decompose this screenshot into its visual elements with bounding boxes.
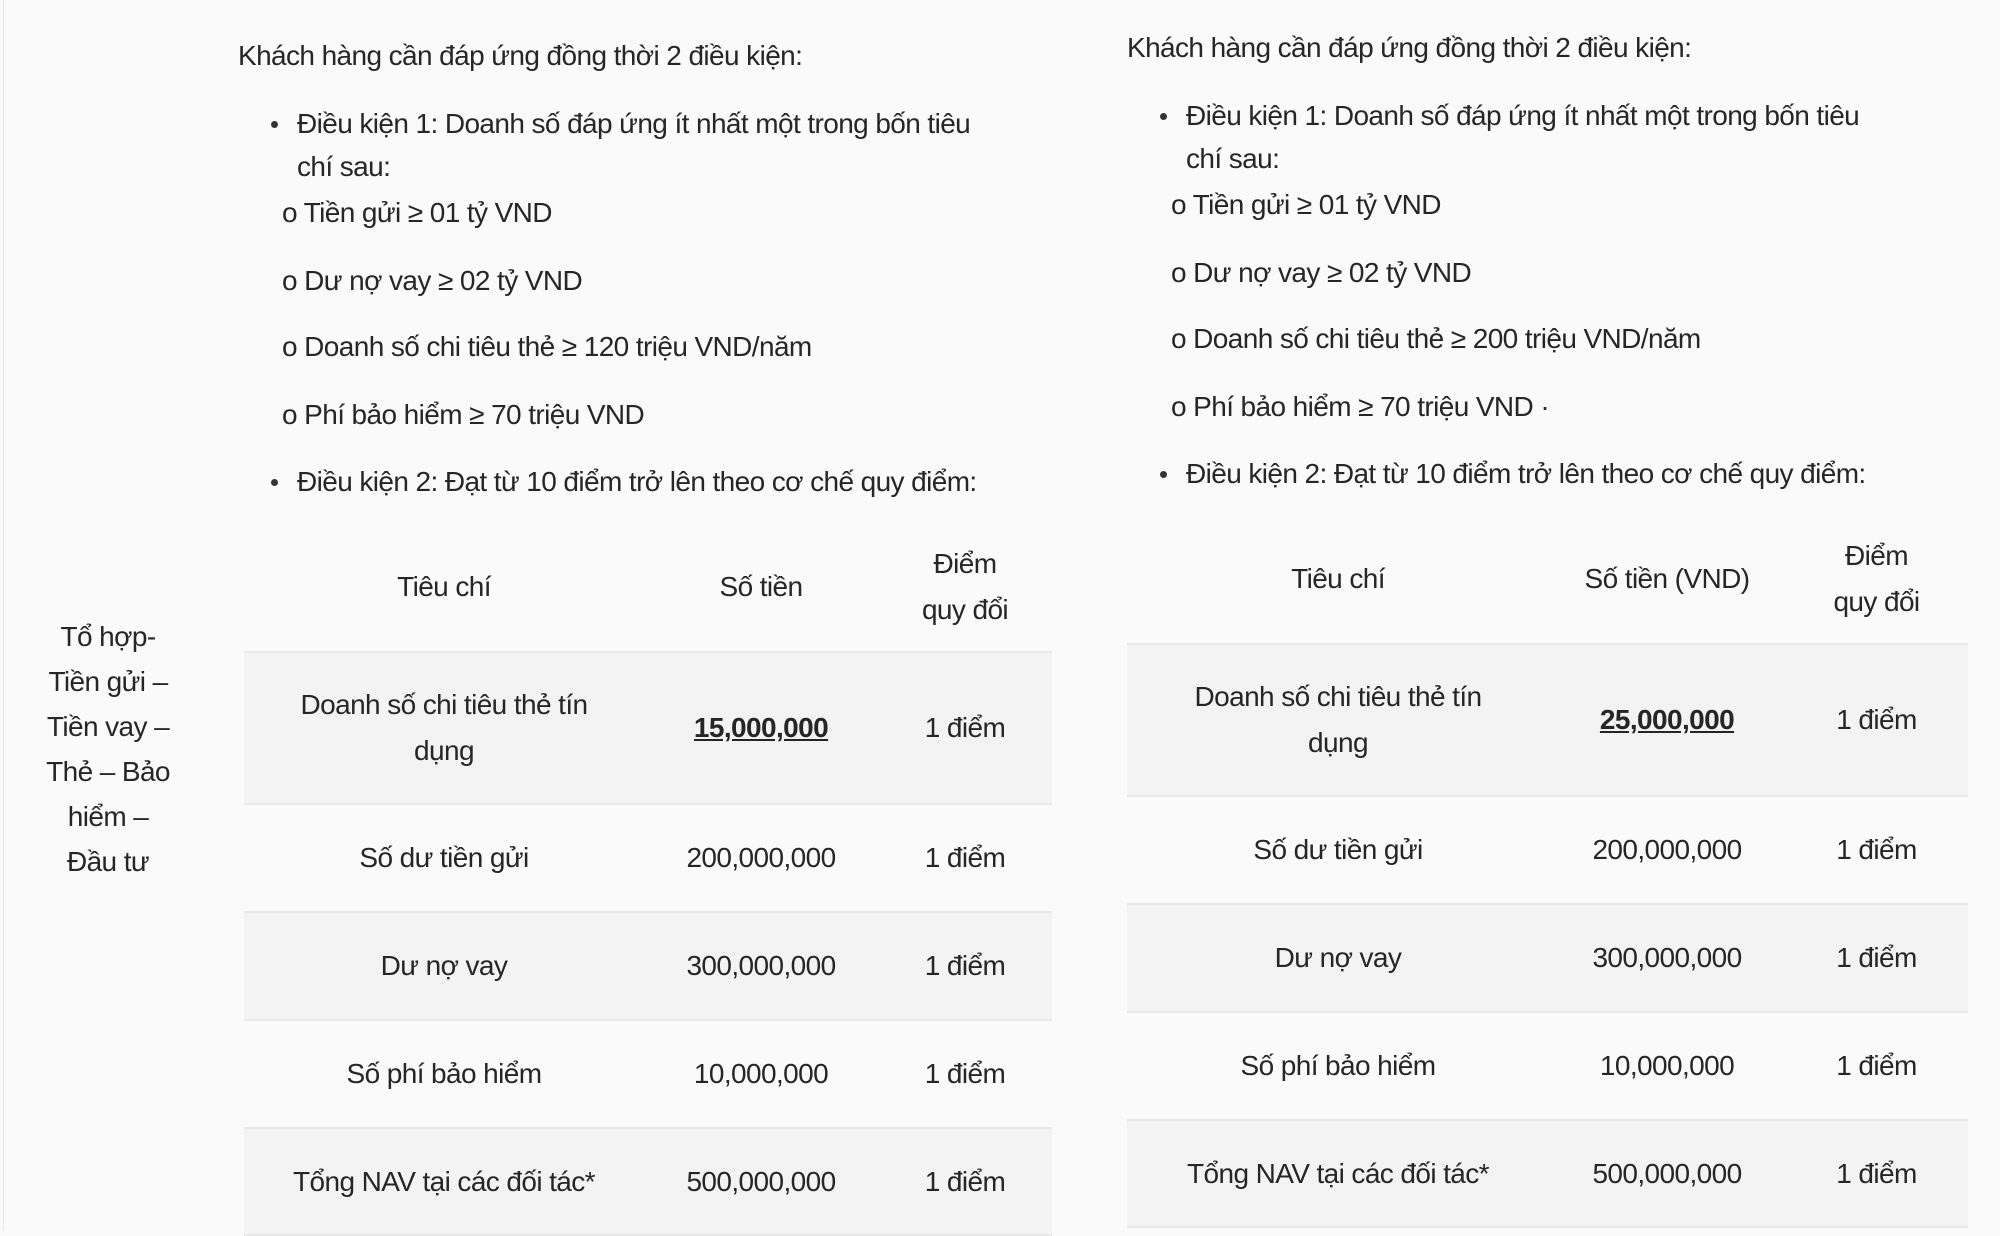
bullet-icon: [271, 121, 278, 128]
points-text: 1 điểm: [1836, 942, 1917, 973]
sub-criterion: o Tiền gửi ≥ 01 tỷ VND: [1171, 189, 1441, 220]
criterion-text: Tổng NAV tại các đối tác*: [293, 1165, 595, 1197]
amount-cell: [644, 653, 878, 803]
criterion-text: Số phí bảo hiểm: [346, 1058, 542, 1089]
condition-1-text-cont: chí sau:: [297, 151, 391, 182]
amount-cell: [644, 1129, 878, 1234]
points-cell: [1785, 1121, 1968, 1226]
points-cell: [1785, 905, 1968, 1011]
points-text: 1 điểm: [1836, 834, 1917, 865]
sub-criterion: o Phí bảo hiểm ≥ 70 triệu VND: [282, 399, 645, 430]
table-header: [1127, 515, 1968, 645]
criterion-cell: [244, 1021, 644, 1127]
criterion-cell: [244, 653, 644, 803]
table-header: [244, 523, 1052, 653]
sub-criterion: o Tiền gửi ≥ 01 tỷ VND: [282, 197, 552, 228]
condition-1-text-cont: chí sau:: [1186, 143, 1280, 174]
points-cell: [878, 653, 1052, 803]
combo-label-line: Tiền gửi –: [48, 666, 168, 697]
header-points: [878, 523, 1052, 651]
left-border: [3, 0, 4, 1231]
panel-title: Khách hàng cần đáp ứng đồng thời 2 điều kiện:: [238, 40, 803, 71]
points-text: 1 điểm: [924, 1165, 1006, 1197]
header-amount: [1549, 515, 1785, 643]
combo-label-line: Đầu tư: [66, 846, 150, 877]
header-label: Điểm quy đổi: [921, 548, 1009, 625]
sub-criterion: o Dư nợ vay ≥ 02 tỷ VND: [1171, 257, 1472, 288]
criterion-cell: [1127, 1013, 1549, 1119]
header-criterion: [244, 523, 644, 651]
combo-label-line: Tổ hợp-: [60, 621, 156, 652]
points-cell: [1785, 1013, 1968, 1119]
criterion-text: Số phí bảo hiểm: [1240, 1050, 1436, 1081]
header-amount: [644, 523, 878, 651]
table-row: [244, 805, 1052, 913]
points-cell: [878, 1021, 1052, 1127]
header-label: Tiêu chí: [1291, 563, 1385, 594]
amount-text: 200,000,000: [686, 842, 836, 873]
criterion-cell: [244, 913, 644, 1019]
condition-1-text: Điều kiện 1: Doanh số đáp ứng ít nhất một trong bốn tiêu: [1186, 100, 1860, 131]
header-label: Số tiền (VND): [1584, 563, 1750, 594]
table-row: [1127, 1013, 1968, 1121]
criterion-cell: [1127, 645, 1549, 795]
points-text: 1 điểm: [924, 712, 1006, 743]
combo-label: [20, 614, 196, 884]
amount-link[interactable]: 25,000,000: [1599, 704, 1735, 735]
table-row: [244, 1129, 1052, 1236]
points-cell: [878, 1129, 1052, 1234]
header-label: Điểm quy đổi: [1833, 540, 1920, 617]
criterion-text: Số dư tiền gửi: [359, 842, 529, 873]
amount-text: 200,000,000: [1592, 834, 1742, 865]
points-text: 1 điểm: [1836, 1157, 1917, 1189]
amount-text: 300,000,000: [686, 950, 836, 981]
amount-cell: [644, 1021, 878, 1127]
amount-link[interactable]: 15,000,000: [693, 712, 829, 743]
sub-criterion: o Dư nợ vay ≥ 02 tỷ VND: [282, 265, 583, 296]
criterion-cell: [244, 1129, 644, 1234]
amount-cell: [1549, 1013, 1785, 1119]
condition-2-text: Điều kiện 2: Đạt từ 10 điểm trở lên theo cơ chế quy điểm:: [297, 466, 977, 497]
table-row: [244, 653, 1052, 805]
points-text: 1 điểm: [1836, 704, 1917, 735]
bullet-icon: [1160, 471, 1167, 478]
header-points: [1785, 515, 1968, 643]
points-text: 1 điểm: [924, 1058, 1006, 1089]
bullet-icon: [271, 479, 278, 486]
criterion-text: Dư nợ vay: [380, 950, 508, 981]
amount-text: 300,000,000: [1592, 942, 1742, 973]
table-row: [1127, 905, 1968, 1013]
table-row: [1127, 797, 1968, 905]
amount-cell: [1549, 1121, 1785, 1226]
amount-cell: [644, 913, 878, 1019]
points-cell: [878, 913, 1052, 1019]
points-text: 1 điểm: [924, 842, 1006, 873]
amount-cell: [1549, 645, 1785, 795]
amount-text: 10,000,000: [693, 1058, 829, 1089]
criterion-text: Doanh số chi tiêu thẻ tín dụng: [1194, 681, 1482, 758]
combo-label-line: Tiền vay –: [46, 711, 170, 742]
table-row: [244, 1021, 1052, 1129]
amount-text: 10,000,000: [1599, 1050, 1735, 1081]
points-cell: [1785, 645, 1968, 795]
table-row: [244, 913, 1052, 1021]
header-criterion: [1127, 515, 1549, 643]
header-label: Số tiền: [719, 571, 803, 602]
amount-text: 500,000,000: [686, 1165, 836, 1197]
criterion-cell: [1127, 1121, 1549, 1226]
sub-criterion: o Phí bảo hiểm ≥ 70 triệu VND ·: [1171, 391, 1550, 422]
criterion-text: Tổng NAV tại các đối tác*: [1187, 1157, 1489, 1189]
amount-cell: [1549, 797, 1785, 903]
points-table: [244, 523, 1052, 1236]
criterion-text: Doanh số chi tiêu thẻ tín dụng: [300, 689, 588, 766]
condition-1-text: Điều kiện 1: Doanh số đáp ứng ít nhất một trong bốn tiêu: [297, 108, 971, 139]
condition-2-text: Điều kiện 2: Đạt từ 10 điểm trở lên theo cơ chế quy điểm:: [1186, 458, 1866, 489]
criterion-text: Dư nợ vay: [1274, 942, 1402, 973]
bullet-icon: [1160, 113, 1167, 120]
points-cell: [878, 805, 1052, 911]
amount-cell: [644, 805, 878, 911]
criterion-cell: [1127, 797, 1549, 903]
table-row: [1127, 1121, 1968, 1228]
header-label: Tiêu chí: [397, 571, 491, 602]
points-cell: [1785, 797, 1968, 903]
combo-label-line: hiểm –: [67, 801, 149, 832]
criterion-cell: [244, 805, 644, 911]
points-table: [1127, 515, 1968, 1228]
combo-label-line: Thẻ – Bảo: [46, 756, 170, 787]
criterion-text: Số dư tiền gửi: [1253, 834, 1423, 865]
sub-criterion: o Doanh số chi tiêu thẻ ≥ 120 triệu VND/năm: [282, 331, 812, 362]
points-text: 1 điểm: [924, 950, 1006, 981]
amount-text: 500,000,000: [1592, 1157, 1742, 1189]
criterion-cell: [1127, 905, 1549, 1011]
points-text: 1 điểm: [1836, 1050, 1917, 1081]
amount-cell: [1549, 905, 1785, 1011]
panel-title: Khách hàng cần đáp ứng đồng thời 2 điều kiện:: [1127, 32, 1692, 63]
table-row: [1127, 645, 1968, 797]
sub-criterion: o Doanh số chi tiêu thẻ ≥ 200 triệu VND/năm: [1171, 323, 1701, 354]
